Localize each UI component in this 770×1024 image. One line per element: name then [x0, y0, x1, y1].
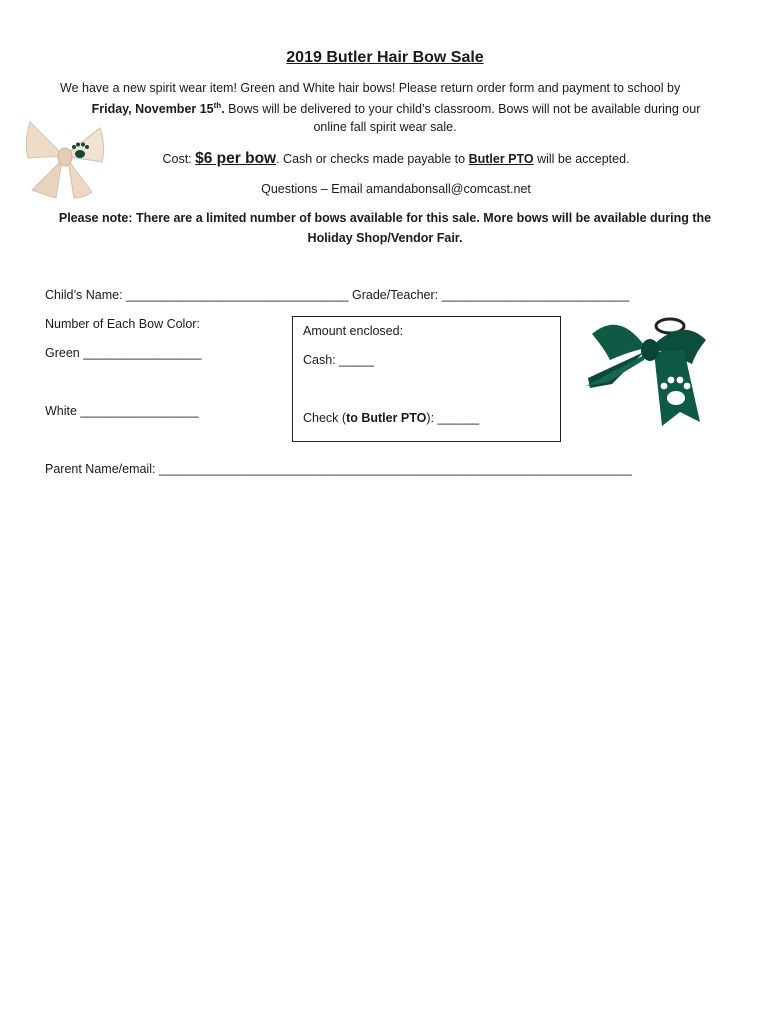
green-bow-image	[584, 308, 710, 432]
intro-line-3: online fall spirit wear sale.	[313, 120, 457, 134]
intro-line-2-rest: Bows will be delivered to your child’s classroom. Bows will not be available during our	[224, 102, 701, 117]
questions-contact: Questions – Email amandabonsall@comcast.net	[261, 182, 531, 196]
price: $6 per bow	[195, 150, 277, 167]
green-quantity-field[interactable]: Green _________________	[45, 346, 202, 360]
payment-box	[292, 316, 561, 442]
note-line-2: Holiday Shop/Vendor Fair.	[307, 231, 463, 245]
child-name-grade-field[interactable]: Child’s Name: ________________________________ Grade/Teacher: ___________________________	[45, 288, 630, 302]
intro-line-2	[60, 101, 732, 116]
note-line-1: Please note: There are a limited number of bows available for this sale. More bows will be available during the	[58, 211, 712, 225]
page-title: 2019 Butler Hair Bow Sale	[286, 49, 484, 66]
parent-name-email-field[interactable]: Parent Name/email: ____________________________________________________________________	[45, 462, 632, 476]
amount-enclosed-label: Amount enclosed:	[303, 324, 404, 338]
check-field[interactable]: Check (to Butler PTO): ______	[303, 411, 480, 425]
payee: Butler PTO	[468, 152, 534, 166]
bow-count-label: Number of Each Bow Color:	[45, 317, 200, 331]
cash-field[interactable]: Cash: _____	[303, 353, 374, 367]
cost-line: Cost: $6 per bow. Cash or checks made payable to Butler PTO will be accepted.	[162, 150, 630, 167]
due-date: Friday, November 15th.	[91, 101, 225, 117]
intro-line-1: We have a new spirit wear item! Green and White hair bows! Please return order form and payment to school by	[60, 81, 681, 95]
white-quantity-field[interactable]: White _________________	[45, 404, 199, 418]
